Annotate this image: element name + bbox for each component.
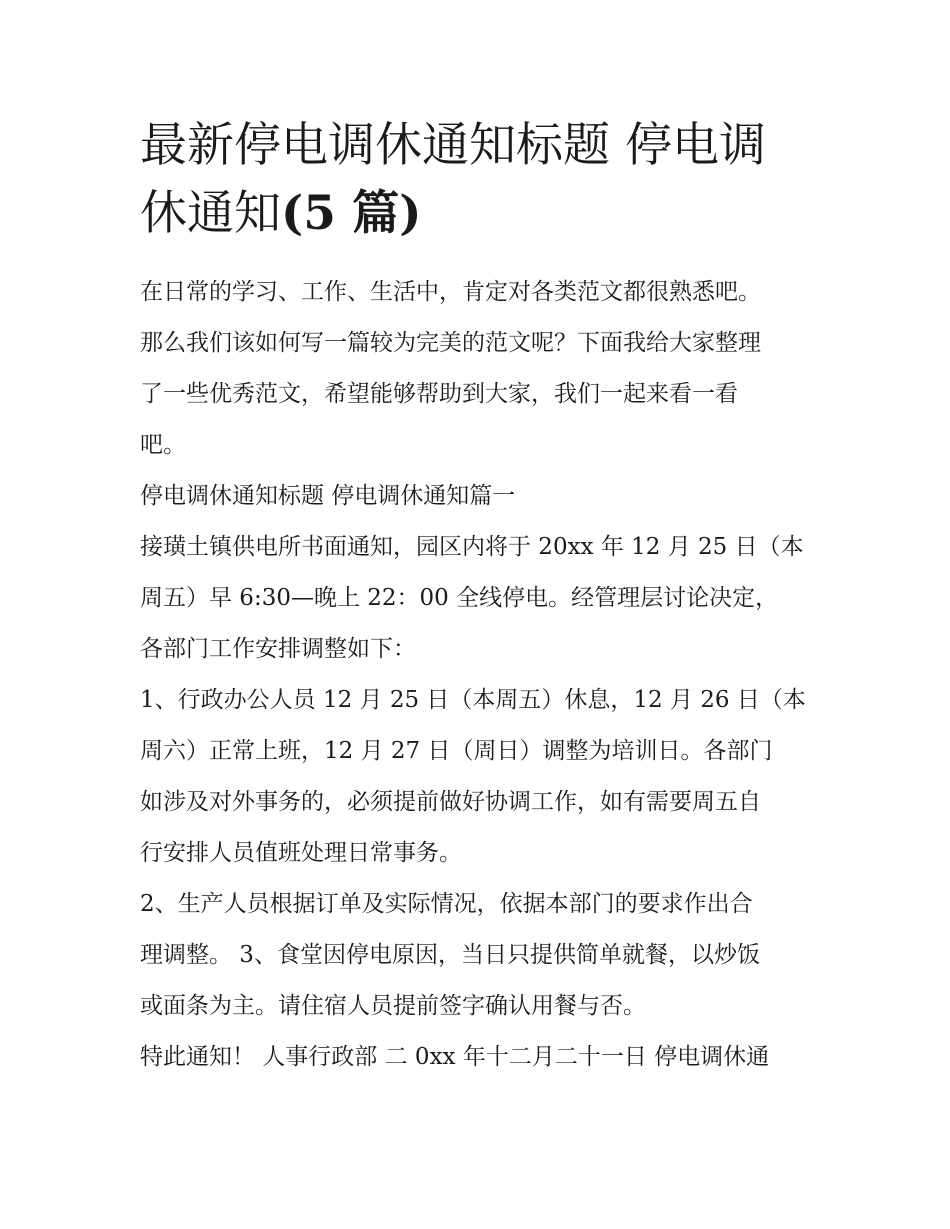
- title-line-2: 休通知(5 篇): [140, 186, 422, 241]
- item-1-paragraph: [140, 675, 812, 879]
- intro-paragraph: [140, 267, 812, 471]
- item-2-line: 理调整。 3、食堂因停电原因，当日只提供简单就餐，以炒饭: [140, 942, 760, 968]
- item-2-line: 2、生产人员根据订单及实际情况，依据本部门的要求作出合: [140, 891, 753, 917]
- closing-paragraph: [140, 1032, 812, 1083]
- title-line-1: 最新停电调休通知标题 停电调: [140, 118, 766, 173]
- notice-paragraph: [140, 522, 812, 675]
- document-page: [140, 112, 812, 1083]
- notice-line: 各部门工作安排调整如下：: [140, 636, 416, 662]
- closing-line: 特此通知！ 人事行政部 二 0xx 年十二月二十一日 停电调休通: [140, 1044, 770, 1070]
- item-1-line: 行安排人员值班处理日常事务。: [140, 840, 462, 866]
- intro-line: 那么我们该如何写一篇较为完美的范文呢？下面我给大家整理: [140, 330, 761, 356]
- item-1-line: 1、行政办公人员 12 月 25 日（本周五）休息，12 月 26 日（本: [140, 687, 806, 713]
- title-count-text: (5 篇): [281, 186, 422, 241]
- notice-line: 接璜土镇供电所书面通知，园区内将于 20xx 年 12 月 25 日（本: [140, 534, 804, 560]
- item-2-paragraph: [140, 879, 812, 1032]
- item-2-line: 或面条为主。请住宿人员提前签字确认用餐与否。: [140, 993, 646, 1019]
- intro-line: 在日常的学习、工作、生活中，肯定对各类范文都很熟悉吧。: [140, 279, 761, 305]
- intro-line: 吧。: [140, 432, 186, 458]
- intro-line: 了一些优秀范文，希望能够帮助到大家，我们一起来看一看: [140, 381, 738, 407]
- section-heading-text: 停电调休通知标题 停电调休通知篇一: [140, 483, 516, 509]
- notice-line: 周五）早 6:30—晚上 22：00 全线停电。经管理层讨论决定，: [140, 585, 779, 611]
- section-heading: [140, 471, 812, 522]
- item-1-line: 如涉及对外事务的，必须提前做好协调工作，如有需要周五自: [140, 789, 761, 815]
- item-1-line: 周六）正常上班，12 月 27 日（周日）调整为培训日。各部门: [140, 738, 773, 764]
- document-title: [140, 112, 812, 248]
